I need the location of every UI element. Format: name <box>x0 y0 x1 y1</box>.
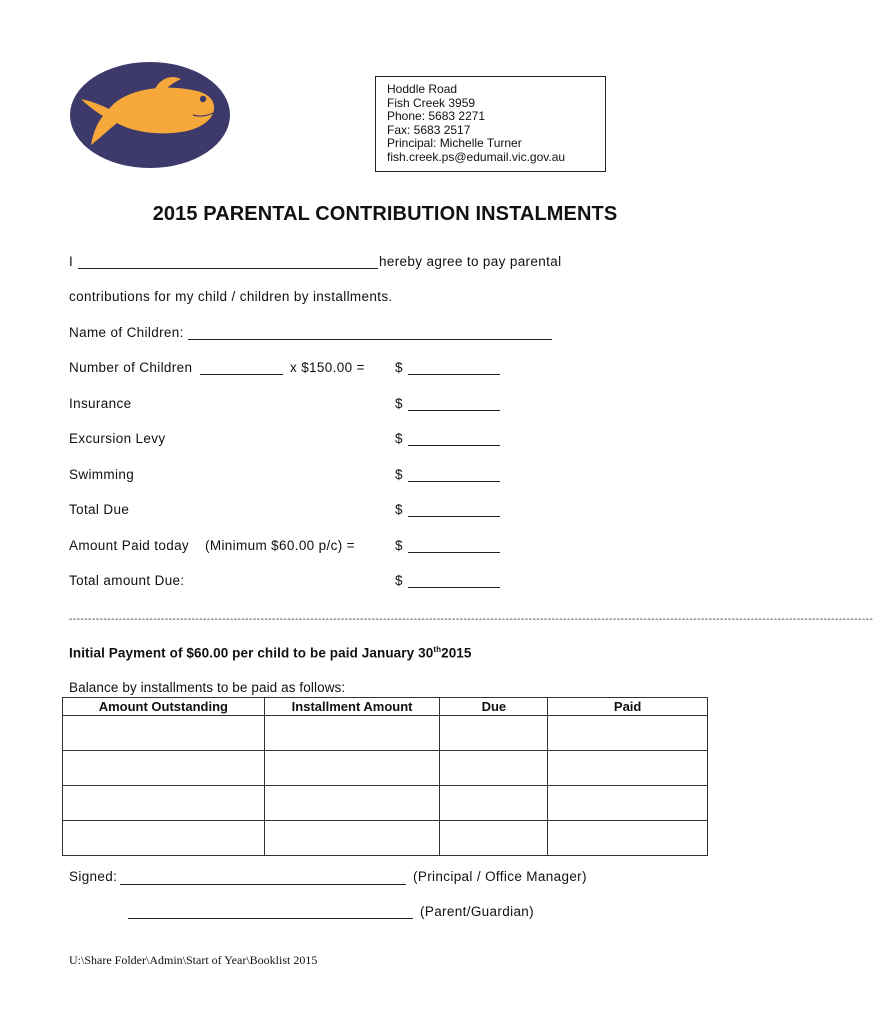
agree-line2: contributions for my child / children by installments. <box>69 289 393 304</box>
table-row <box>63 786 708 821</box>
principal-label: (Principal / Office Manager) <box>413 869 587 884</box>
table-cell[interactable] <box>548 751 708 786</box>
address-line: Principal: Michelle Turner <box>387 136 522 151</box>
number-children-label: Number of Children <box>69 360 193 375</box>
table-cell[interactable] <box>440 716 548 751</box>
swimming-field[interactable] <box>408 481 500 482</box>
table-row <box>63 716 708 751</box>
table-cell[interactable] <box>440 751 548 786</box>
agree-prefix: I <box>69 254 74 269</box>
paid-today-label: Amount Paid today <box>69 538 190 553</box>
file-path-footer: U:\Share Folder\Admin\Start of Year\Booklist 2015 <box>69 953 318 967</box>
address-line: Phone: 5683 2271 <box>387 109 486 124</box>
dollar-sign: $ <box>395 431 403 446</box>
table-cell[interactable] <box>264 716 440 751</box>
paid-today-field[interactable] <box>408 552 500 553</box>
dollar-sign: $ <box>395 502 403 517</box>
table-cell[interactable] <box>264 751 440 786</box>
table-cell[interactable] <box>63 821 265 856</box>
parent-name-field[interactable] <box>78 268 378 269</box>
total-due-label: Total Due <box>69 502 130 517</box>
minimum-note: (Minimum $60.00 p/c) = <box>205 538 355 553</box>
number-children-field[interactable] <box>200 374 283 375</box>
swimming-label: Swimming <box>69 467 135 482</box>
table-header-row <box>63 698 708 716</box>
school-logo <box>69 61 231 169</box>
dollar-sign: $ <box>395 467 403 482</box>
address-box <box>375 76 606 172</box>
initial-payment-text: Initial Payment of $60.00 per child to be paid January 30 <box>69 645 434 661</box>
header-paid: Paid <box>548 698 708 716</box>
dollar-sign: $ <box>395 396 403 411</box>
address-line: fish.creek.ps@edumail.vic.gov.au <box>387 149 566 164</box>
table-cell[interactable] <box>264 821 440 856</box>
total-due-field[interactable] <box>408 516 500 517</box>
insurance-label: Insurance <box>69 396 132 411</box>
excursion-label: Excursion Levy <box>69 431 166 446</box>
initial-payment-sup: th <box>433 645 442 654</box>
total-amount-due-field[interactable] <box>408 587 500 588</box>
address-line: Hoddle Road <box>387 82 458 96</box>
header-amount-outstanding: Amount Outstanding <box>63 698 265 716</box>
table-cell[interactable] <box>264 786 440 821</box>
parent-signature-field[interactable] <box>128 918 413 919</box>
multiplier-label: x $150.00 = <box>290 360 365 375</box>
dollar-sign: $ <box>395 360 403 375</box>
initial-payment-year: 2015 <box>441 645 472 661</box>
children-name-field[interactable] <box>188 339 552 340</box>
table-cell[interactable] <box>548 716 708 751</box>
balance-label: Balance by installments to be paid as follows: <box>69 680 346 695</box>
dollar-sign: $ <box>395 538 403 553</box>
header-installment-amount: Installment Amount <box>264 698 440 716</box>
table-cell[interactable] <box>63 716 265 751</box>
dollar-sign: $ <box>395 573 403 588</box>
header-due: Due <box>440 698 548 716</box>
agree-suffix: hereby agree to pay parental <box>379 254 562 269</box>
table-cell[interactable] <box>548 786 708 821</box>
principal-signature-field[interactable] <box>120 884 406 885</box>
subtotal-field[interactable] <box>408 374 500 375</box>
excursion-field[interactable] <box>408 445 500 446</box>
table-cell[interactable] <box>63 786 265 821</box>
page-title: 2015 PARENTAL CONTRIBUTION INSTALMENTS <box>152 203 618 225</box>
address-line: Fax: 5683 2517 <box>387 122 471 137</box>
address-line: Fish Creek 3959 <box>387 95 476 110</box>
parent-label: (Parent/Guardian) <box>420 904 535 919</box>
total-amount-due-label: Total amount Due: <box>69 573 185 588</box>
cut-separator: ------------------------------------------------------------------------------------------------------------------------------------------------------------------------------------------------------------------ <box>69 614 873 625</box>
table-row <box>63 751 708 786</box>
children-name-label: Name of Children: <box>69 325 184 340</box>
installment-table <box>62 697 708 856</box>
table-row <box>63 821 708 856</box>
signed-label: Signed: <box>69 869 118 884</box>
table-cell[interactable] <box>440 786 548 821</box>
insurance-field[interactable] <box>408 410 500 411</box>
table-cell[interactable] <box>548 821 708 856</box>
table-cell[interactable] <box>63 751 265 786</box>
table-cell[interactable] <box>440 821 548 856</box>
initial-payment-note <box>69 645 472 661</box>
